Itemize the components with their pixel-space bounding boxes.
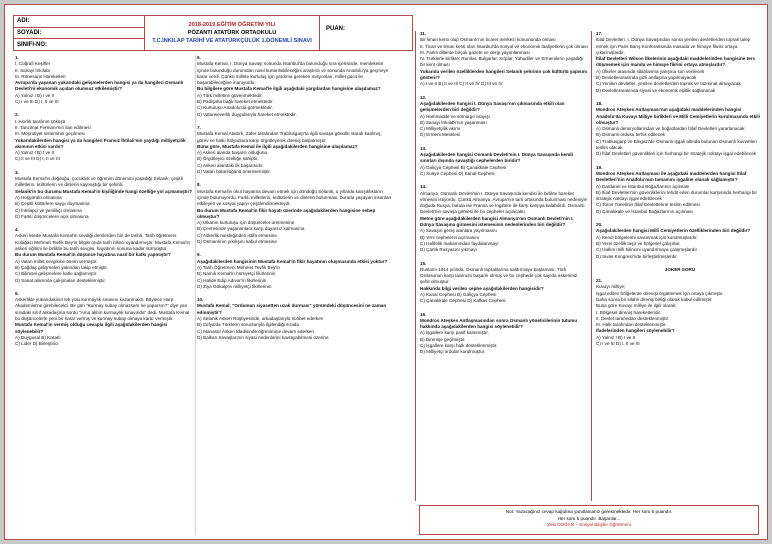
question-item — [15, 170, 195, 220]
answer-options[interactable]: A) Türk milletine güvenmektedir. — [197, 92, 263, 98]
answer-options[interactable]: B) Çağdaş gelişmeleri yakından takip etmiştir. — [15, 264, 108, 270]
exam-title — [145, 16, 320, 50]
answer-options[interactable]: C) Kurtuluşu Anadolu'da görmektedir. — [197, 105, 273, 111]
question-text: I. Coğrafi Keşifler — [15, 61, 51, 67]
question-stem: Selanik'in bu durumu Mustafa Kemal'in kişiliğinde hangi özelliğe yol açmamıştır? — [15, 188, 193, 194]
question-text: III. Halk tarafından desteklenmiştir. — [596, 322, 667, 328]
answer-options[interactable]: B) Osmanlı ordusu terhis edilecek — [596, 132, 665, 138]
question-stem: Aşağıdakilerden hangisi Osmanlı Devleti'nin I. Dünya Savaşında kendi sınırları dışında savaştığı cephelerden biridir? — [420, 152, 573, 164]
question-text: Daha sonra bir silahlı direniş birliği olarak kabul edilmiştir. — [596, 296, 713, 302]
student-info — [14, 16, 145, 50]
answer-options[interactable]: A) Hammadde ve sömürge arayışı — [420, 113, 490, 119]
answer-options[interactable]: B) Çeşitli kültürlere saygı duymasına — [15, 201, 90, 207]
answer-options[interactable]: A) Tarih Öğretmeni Mehmet Tevfik Bey'in — [197, 264, 280, 270]
question-stem: Mondros Ateşkes Antlaşmasından sonra Osmanlı yöneticilerinin tutumu hakkında aşağıdakilerden hangisi söylenebilir? — [420, 317, 578, 330]
question-item — [596, 101, 764, 158]
question-stem: Mustafa Kemal; "Ordumun siyasetten uzak durması" yönündeki düşüncesini ne zaman edinmiştir? — [197, 303, 387, 315]
answer-options[interactable]: C) Trablusgarp ve Bingazi'de Osmanlı işgali altında bulunan Osmanlı kuvvetleri teslim olacak — [596, 138, 757, 151]
question-text: Bir liman kenti olup Osmanlı'nın ticaret merkezi konumunda olması — [420, 37, 556, 43]
answer-options[interactable]: B) Çevresinde yaşananlara karşı duyarsız kalmasına — [197, 226, 305, 232]
answer-options[interactable]: A) Yalnız I B) I ve II — [15, 92, 55, 98]
question-number: 12. — [420, 94, 427, 100]
question-text: II. Sanayi İnkılabı — [15, 67, 51, 73]
answer-options[interactable]: B) Sanayi İnkılabı'nın yaşanması — [420, 119, 487, 125]
question-number: 11. — [420, 31, 427, 36]
question-text: IV. Türklerle birlikte; Rumlar, Bulgarlar, Sırplar, Yahudiler ve Ermenilerin yaşadığı bir kent olması — [420, 56, 584, 68]
answer-options[interactable]: A) I ve II B) II ve III C) II ve IV D) III ve IV — [420, 81, 503, 87]
question-number: 18. — [596, 100, 603, 106]
question-item — [197, 125, 393, 175]
question-number: 6. — [197, 55, 201, 60]
answer-options[interactable]: D) Devletlerarasında siyasi ve ekonomik eşitlik sağlanacak — [596, 87, 716, 93]
question-number: 21. — [596, 278, 603, 284]
question-item — [420, 261, 588, 305]
question-number: 10. — [197, 297, 204, 303]
column-divider — [195, 55, 196, 535]
answer-options[interactable]: C) Askerlik mesleğinden istifa etmesine — [197, 232, 277, 238]
answer-options[interactable]: D) Sivas Kongresi'nde birleştirilmişlerdir. — [596, 253, 678, 259]
answer-options[interactable]: C) İnkılapçı ve yenilikçi olmasına — [15, 207, 82, 213]
answer-options[interactable]: A) Vatan millet sevgisine önem vermiştir. — [15, 258, 98, 264]
exam-footer — [419, 505, 759, 535]
answer-options[interactable]: B) Örgütleyici özelliğe sahiptir. — [197, 156, 259, 162]
exam-header — [13, 15, 413, 51]
column-4 — [591, 31, 764, 501]
answer-options[interactable]: C) Halifelik makamından faydalanmayı — [420, 240, 499, 246]
question-text: Askeri lisede Mustafa Kemal'in sevdiği derslerden biri de tarihti. Tarih öğretmeni Kolağası Mehmet Tevfik Bey'in bilgisi onda tarih bilinci uyandırmıştır. Mustafa Kemal'in askeri eğitimi ile birlikte bu tarih sevgisi, hayatının sonuna kadar sürmüştür. — [15, 233, 191, 252]
question-number: 13. — [420, 145, 427, 151]
question-number: 7. — [197, 124, 201, 130]
question-stem: Bu durum Mustafa Kemal'in düşünce hayatına nasıl bir katkı yapmıştır? — [15, 252, 171, 258]
footer-wish: Her soru 5 puandır. Başarılar... — [557, 515, 621, 521]
question-stem: Mondros Ateşkes Antlaşması'nın aşağıdaki maddelerinden hangisi Anadolu'da Kuvayı Milliye birlikleri ve Milli Cemiyetlerin kurulmasında etkili olmuştur? — [596, 107, 760, 125]
question-number: 4. — [15, 227, 19, 233]
question-item — [15, 112, 195, 162]
question-stem: Avrupa'da yaşanan yukarıdaki gelişmelerden hangisi ya da hangileri Osmanlı Devleti'ni ekonomik açıdan olumsuz etkilemiştir? — [15, 80, 184, 92]
question-item — [197, 182, 393, 245]
question-stem: Bu bilgilere göre Mustafa Kemal'le ilgili aşağıdaki yargılardan hangisine ulaşılamaz? — [197, 86, 381, 92]
question-text: II. Ticari ve liman kenti olan İstanbul'da sosyal ve ekonomik faaliyetlerin çok olması — [420, 43, 588, 49]
teacher-signature: Zeki DOĞAN – Sosyal Bilgiler Öğretmeni — [547, 522, 631, 527]
answer-options[interactable]: A) Kendi bölgelerini savunmak için kurulmuşlardır. — [596, 234, 698, 240]
question-text: I. Bölgesel direniş hareketleridir. — [596, 309, 662, 315]
question-stem: ifadelerinden hangileri söylenebilir? — [596, 328, 675, 334]
question-stem: Yukarıda verilen özelliklerden hangileri Selanik şehrinin çok kültürlü yapısını gösterir? — [420, 68, 587, 81]
footer-note: Not: Yazacağınız cevap kağıdına yanıtlamanız gerekmektedir. Her soru 5 puandır. — [505, 509, 673, 514]
question-number: 14. — [420, 184, 427, 190]
question-number: 1. — [15, 55, 19, 60]
question-text: Mustafa Kemal, I. Dünya Savaşı sonunda İstanbul'da bulunduğu sıra içerisinde, memleketin içinde bulunduğu durumdan nasıl kurtarılabileceğini araştırdı ve sonunda Anadolu'ya geçmeye karar verdi. Çünkü millete kurtuluş için yardıma gereken misyonları, millet gücü ile başarabileceğine inanıyordu. — [197, 61, 389, 86]
question-number: 19. — [596, 164, 603, 170]
question-text: Mustafa Kemal Atatürk, Zafer tarafından Trablusgarp'ta ilgili savaşa gönüllü olarak katılmış; görev ve halkı İtalyanlara karşı örgütleyerek direniş başlatmıştır. — [197, 131, 382, 143]
question-text: II. Tanzimat Fermanı'nın ilan edilmesi — [15, 124, 91, 130]
question-number: 15. — [420, 260, 427, 266]
question-number: 20. — [596, 222, 603, 228]
answer-options[interactable]: D) Milliyetçi ordular kurulmuştur. — [420, 349, 486, 355]
answer-options[interactable]: B) Direnişe geçilmiştir. — [420, 336, 466, 342]
school-line: PÖZANTI ATATÜRK ORTAOKULU — [187, 30, 277, 36]
answer-options[interactable]: C) I ve III D) I, II ve III — [596, 341, 640, 347]
answer-options[interactable]: D) Vatanseverlik duygularıyla hareket etmektedir. — [197, 111, 297, 117]
question-stem: Mustafa Kemal'in vermiş olduğu cevapla ilgili aşağıdakilerden hangisi söylenebilir? — [15, 322, 168, 334]
answer-options[interactable]: A) Galiçya Cephesi B) Çanakkale Cephesi — [420, 164, 507, 170]
answer-options[interactable]: B) Namık Kemal'in hürriyetçi fikirlerinin — [197, 271, 276, 277]
question-item — [596, 31, 764, 94]
answer-options[interactable]: A) Yalnız I B) I ve II — [596, 334, 636, 340]
answer-options[interactable]: A) Kanal Cephesi B) Galiçya Cephesi — [420, 291, 497, 297]
question-number: 2. — [15, 112, 19, 118]
answer-options[interactable]: A) Ulkanın kurtuluşu için düşünceler üretmesine — [197, 220, 295, 226]
answer-options[interactable]: C) Toros Tünelinin İtilaf Devletlerine teslim edilmesi — [596, 202, 700, 208]
answer-options[interactable]: C) I ve III D) I, II ve III — [15, 99, 59, 105]
question-stem: Metne göre aşağıdakilerden hangisi Almanya'nın Osmanlı Devleti'nin I. Dünya Savaşına girmesini istemesinin nedenlerinden biri değildir? — [420, 215, 574, 228]
question-text: III. Farklı dillerde birçok gazete ve dergi yayımlanması — [420, 49, 530, 55]
question-text: Mustafa Kemal'in okul hayatına devam etmek için döndüğü Selanik, o yıllarda karışıklıkların içinde bulunuyordu. Farklı milletlerin, kültürlerin ve dinlerin bulunması, burada yaşayan insanları etkileyen ve sosyal yapıyı çeşitlendirmekteydi. — [197, 188, 392, 207]
answer-options[interactable]: B) İtilaf Devletleri'nin güvenliklerini tehdit eden durumlar karşısında herhangi bir stratejik noktayı işgal edebilecek — [596, 189, 757, 202]
answer-options[interactable]: B) Padişaha bağlı hareket etmektedir. — [197, 99, 274, 105]
question-stem: Aşağıdakilerden hangisinin Mustafa Kemal'in fikir hayatının oluşmasında etkisi yoktur? — [197, 258, 388, 264]
answer-options[interactable]: C) Yenilen devletler, yenilen devletlerden toprak ve tazminat almayacak — [596, 81, 741, 87]
answer-options[interactable]: A) Ülkeler arasında silahlanma yarışına son verilecek — [596, 68, 705, 74]
question-stem: Hakkında bilgi verilen cephe aşağıdakilerden hangisidir? — [420, 285, 544, 291]
question-item — [596, 278, 764, 347]
answer-options[interactable]: C) Lider D) Birleştirici — [15, 341, 59, 347]
answer-options[interactable]: D) Sanat alanında çalışmaları desteklemiştir. — [15, 277, 106, 283]
column-2 — [197, 55, 393, 348]
question-text: III. Rönesans Hareketleri — [15, 73, 66, 79]
answer-options[interactable]: C) Suriye Cephesi D) Kanal Cephesi — [420, 170, 495, 176]
answer-options[interactable]: A) Savaşın geniş alanlara yayılmasını — [420, 228, 497, 234]
question-item — [420, 146, 588, 177]
question-item — [197, 252, 393, 290]
question-item — [197, 55, 393, 118]
question-text: Kuvayı milliye; — [596, 284, 626, 290]
exam-sheet — [4, 4, 768, 540]
question-text: Almanya, Osmanlı Devleti'nin I. Dünya Savaşında kendisi ile birlikte hareket etmesini istiyordu. Çünkü Almanya, Avrupa'nın tam ortasında bulunması nedeniyle doğuda Rusya, batıda ise Fransa ve İngiltere ile karşı karşıya kalabilirdi. Osmanlı Devleti'nin savaşa girmesi ile bu cepheler açılacaktı. — [420, 190, 588, 215]
question-number: 8. — [197, 182, 201, 188]
question-text: III. Meşrutiyet sisteminin geçilmesi — [15, 131, 85, 137]
year-line: 2018-2019 EĞİTİM ÖĞRETİM YILI — [188, 22, 276, 28]
question-text: İtilaf Devletleri, I. Dünya Savaşından sonra yenilen devletlerden toprak talep etmek için Paris Barış Konferansında masada ve himaye fikrini ortaya çıkarmışlardır. — [596, 37, 751, 55]
question-text: Buna göre Kuvayı milliye ile ilgili olarak; — [596, 303, 677, 309]
joker-heading: JOKER SORU — [664, 266, 696, 272]
answer-options[interactable]: A) Duygusal B) Kararlı — [15, 334, 61, 340]
answer-options[interactable]: A) Dardanel ve İstanbul Boğazlarının açılması — [596, 183, 690, 189]
question-stem: Aşağıdakilerden hangisi Milli Cemiyetlerin özelliklerinden biri değildir? — [596, 228, 751, 234]
answer-options[interactable]: D) İtilaf Devletleri güvenlikleri için herhangi bir stratejik noktayı işgal edebilecek — [596, 151, 757, 157]
answer-options[interactable]: D) Ziya Gökalp'in milliyetçi fikirlerinin — [197, 283, 272, 289]
question-stem: Yukarıdakilerden hangisi ya da hangileri Fransız İhtilali'nin yaydığı milliyetçilik akımının etkisi vardır? — [15, 137, 186, 149]
question-number: 9. — [197, 252, 201, 258]
answer-options[interactable]: B) Sofya'da Türklerin sorunlarıyla ilgilendiği sırada — [197, 322, 299, 328]
answer-options[interactable]: D) Ermeni Meselesi — [420, 132, 461, 138]
class-field[interactable]: SINIFI-NO: — [17, 41, 47, 48]
question-item — [15, 55, 195, 105]
question-stem: Aşağıdakilerden hangisi I. Dünya Savaşı'nın çıkmasında etkili olan gelişmelerden biri değildir? — [420, 100, 565, 113]
answer-options[interactable]: C) Bilimsel gelişmelere katkı sağlamıştır. — [15, 271, 98, 277]
answer-options[interactable]: D) Çarlık Rusyasını yıkmayı — [420, 247, 477, 253]
question-stem: İtilaf Devletleri Wilson İlkelerinin aşağıdaki maddelerinden hangisine ters düşmemek için manda ve himaye fikrini ortaya atmışlardır? — [596, 56, 756, 68]
answer-options[interactable]: C) Halkın milli bilincini uyandırmaya çalışmışlardır. — [596, 247, 699, 253]
question-item — [596, 165, 764, 215]
question-number: 16. — [420, 311, 427, 317]
answer-options[interactable]: C) Halide Edip Adıvar'ın fikirlerinin — [197, 277, 267, 283]
score-field[interactable]: PUAN: — [326, 26, 345, 32]
question-text: Mustafa Kemal'in doğduğu, çocukluk ve öğrenim dönemini yaşadığı Selanik, çeşitli milletlerin, kültürlerin ve dinlerin kaynaştığı bir şehirdi. — [15, 176, 183, 188]
answer-options[interactable]: C) Manastır Askeri İdadisinde öğrenimine devam ederken — [197, 328, 314, 334]
answer-options[interactable]: C) İşgallere karşı halk desteklenmiştir. — [420, 343, 498, 349]
answer-options[interactable]: D) Balkan Savaşlarının siyasi nedenlerini kavrayabilmesi üzerine — [197, 334, 329, 340]
answer-options[interactable]: C) Çanakkale Cephesi D) Kafkas Cephesi — [420, 298, 506, 304]
question-item — [596, 222, 764, 260]
question-text: Rusların 1914 yılında, Osmanlı topraklarına saldırmaya başlaması, Türk Ordusunun karşı taarruzu başarılı olmuş ve bu cephede çok sayıda askerimiz şehit olmuştur. — [420, 266, 578, 285]
question-text: II. Devlet tarafından desteklenmiştir. — [596, 315, 670, 321]
column-1 — [15, 55, 195, 354]
question-text: Askerlikle yukarıdakinin tek yolu kurmaylık sınavını kazanmaktı. Böylece Harp Akademisi'ne girebilecekti. Bir gün "Kurmay subay olmazsam ne yaparsın?" diye yan sıradaki sınıf arkadaşına sordu "Ama aklım kurmaylık sınavında" dedi. Mustafa Kemal bu düşüncelerle yeni bir karar vermiş ve kurmay subay olmaya karar vermiştir. — [15, 297, 190, 321]
answer-options[interactable]: A) Hoşgörülü olmasına — [15, 194, 62, 200]
answer-options[interactable]: A) Osmanlı demiryollarından ve boğazlardan İtilaf Devletleri yararlanacak — [596, 126, 745, 132]
answer-options[interactable]: C) Askeri alandaki ilk başarısıdır. — [197, 162, 264, 168]
question-item — [420, 184, 588, 253]
answer-options[interactable]: D) Vatan bütünlüğünü önemsemiştir. — [197, 169, 271, 175]
answer-options[interactable]: B) Devletlerarasında gizli antlaşma yapılmayacak — [596, 75, 697, 81]
question-item — [420, 312, 588, 356]
answer-options[interactable]: B) Yeni cephelerin açılmasını — [420, 234, 480, 240]
question-item — [420, 31, 588, 88]
question-number: 5. — [15, 290, 19, 296]
answer-options[interactable]: A) Selanik Askeri Rüştiyesinde, arkadaşlarıyla sohbet ederken — [197, 315, 324, 321]
answer-options[interactable]: A) Yalnız I B) I ve II — [15, 150, 55, 156]
answer-options[interactable]: A) İşgallere karşı pasif kalınmıştır. — [420, 330, 489, 336]
question-item — [15, 291, 195, 348]
question-stem: Buna göre, Mustafa Kemal ile ilgili aşağıdakilerden hangisine ulaşılamaz? — [197, 143, 358, 149]
answer-options[interactable]: D) Farklı düşüncelere açık olmasına — [15, 213, 89, 219]
answer-options[interactable]: A) Askeri alanda başarılı olduğuna — [197, 150, 267, 156]
course-line: T.C.İNKILAP TARİHİ VE ATATÜRKÇÜLÜK 1.DÖNEMLİ SINAVI — [152, 38, 312, 44]
answer-options[interactable]: D) Osmanlının yıkılışını kabul etmesine — [197, 239, 277, 245]
question-stem: Mondros Ateşkes Antlaşması ile aşağıdaki maddelerden hangisi İtilaf Devletleri'nin Anadolu'nun tamamını işgaline olanak sağlamıştır? — [596, 170, 747, 183]
question-number: 17. — [596, 31, 603, 36]
question-item — [197, 297, 393, 341]
answer-options[interactable]: D) Çanakkale ve İstanbul Boğazlarının açılması — [596, 208, 693, 214]
question-item — [15, 227, 195, 284]
question-number: 3. — [15, 169, 19, 175]
question-text: İşgal edilen bölgelerde direnişi örgütlemek için ortaya çıkmıştır. — [596, 290, 724, 296]
answer-options[interactable]: C) II ve III D) I, II ve III — [15, 156, 60, 162]
surname-field[interactable]: SOYADI: — [14, 28, 144, 40]
answer-options[interactable]: C) Milliyetçilik akımı — [420, 126, 461, 132]
question-text: I. Asırlık tarafının çöküşü — [15, 118, 66, 124]
question-item — [420, 95, 588, 139]
column-3 — [415, 31, 588, 501]
name-field[interactable]: ADI: — [14, 16, 144, 28]
answer-options[interactable]: B) Yerel özellik taşır ve bölgesel çalışırlar. — [596, 240, 681, 246]
question-stem: Bu durum Mustafa Kemal'in fikir hayatı üzerinde aşağıdakilerden hangisine sebep olmuştur? — [197, 207, 376, 219]
